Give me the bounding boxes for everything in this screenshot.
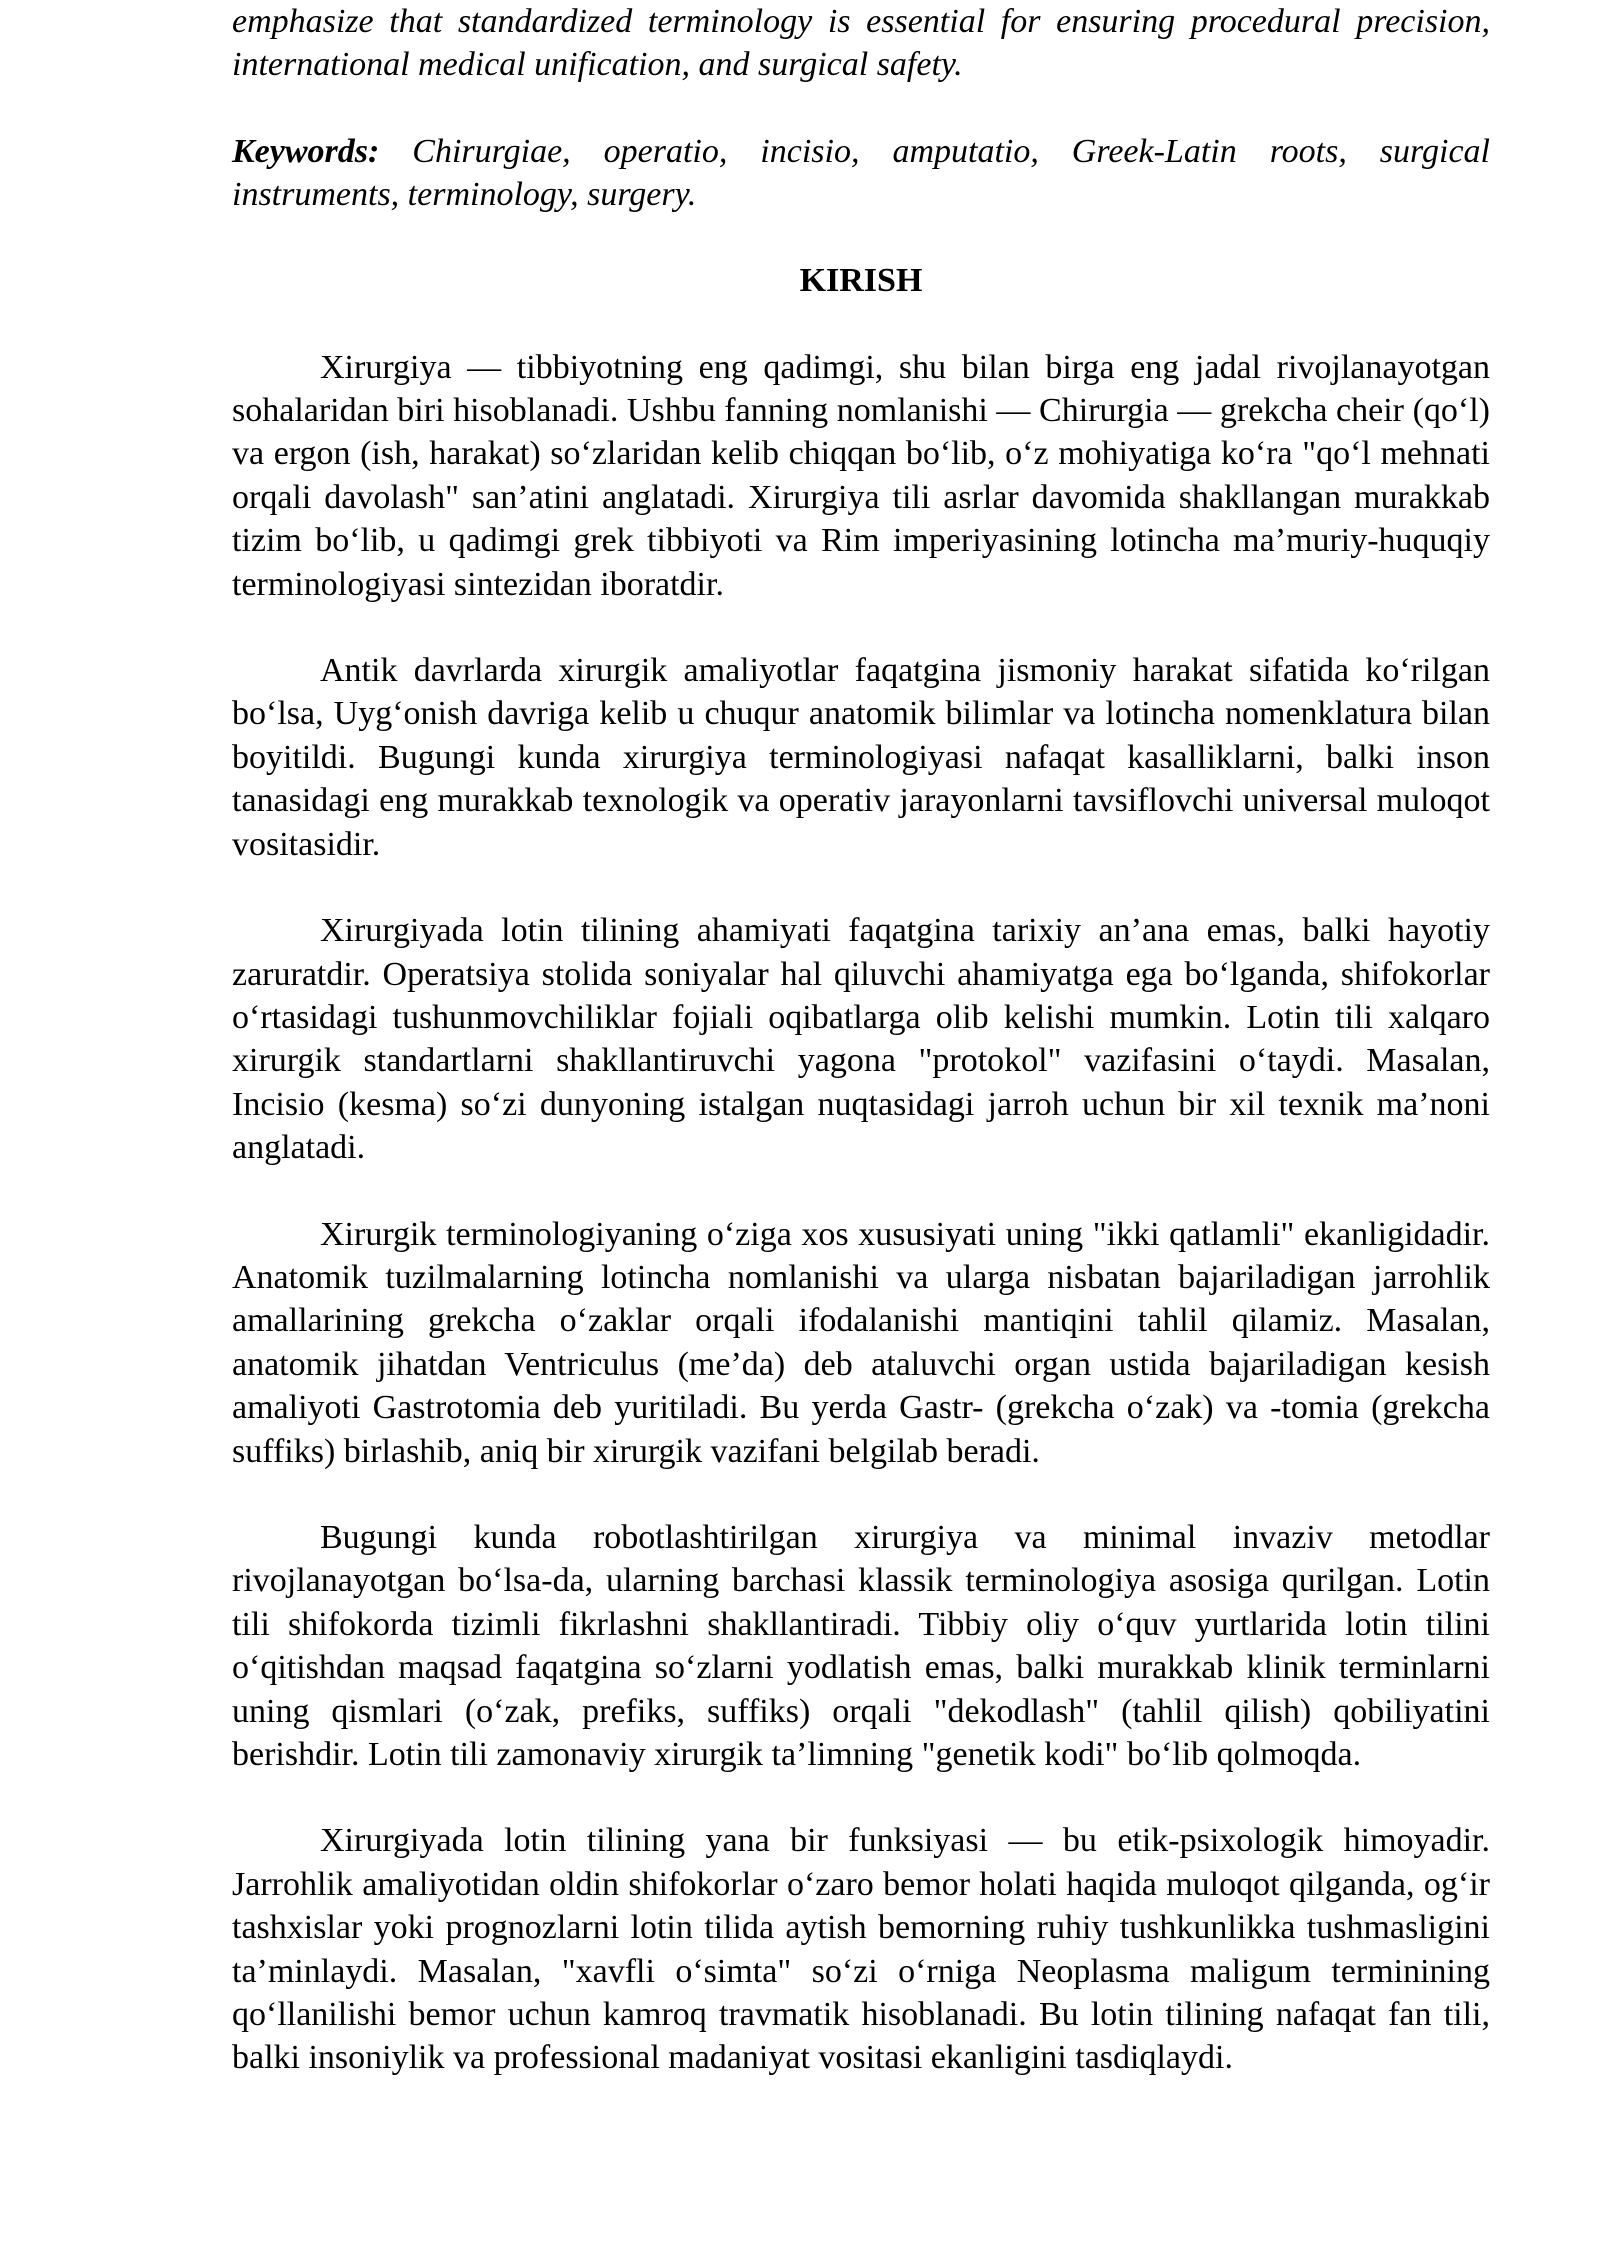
keywords-text: Chirurgiae, operatio, incisio, amputatio, Greek-Latin roots, surgical instruments, terminology, surgery. bbox=[232, 132, 1490, 214]
keywords-label: Keywords: bbox=[232, 132, 380, 170]
body-paragraph-5: Bugungi kunda robotlashtirilgan xirurgiya va minimal invaziv metodlar rivojlanayotgan bo‘lsa-da, ularning barchasi klassik terminologiya asosiga qurilgan. Lotin tili shifokorda tizimli fikrlashni shakllantiradi. Tibbiy oliy o‘quv yurtlarida lotin tilini o‘qitishdan maqsad faqatgina so‘zlarni yodlatish emas, balki murakkab klinik terminlarni uning qismlari (o‘zak, prefiks, suffiks) orqali "dekodlash" (tahlil qilish) qobiliyatini berishdir. Lotin tili zamonaviy xirurgik ta’limning "genetik kodi" bo‘lib qolmoqda. bbox=[232, 1518, 1490, 1773]
abstract-tail-text: emphasize that standardized terminology is essential for ensuring procedural precision, international medical unification, and surgical safety. bbox=[232, 3, 1490, 84]
section-heading: KIRISH bbox=[799, 261, 923, 299]
body-paragraph-6: Xirurgiyada lotin tilining yana bir funksiyasi — bu etik-psixologik himoyadir. Jarrohlik amaliyotidan oldin shifokorlar o‘zaro bemor holati haqida muloqot qilganda, og‘ir tashxislar yoki prognozlarni lotin tilida aytish bemorning ruhiy tushkunlikka tushmasligini ta’minlaydi. Masalan, "xavfli o‘simta" so‘zi o‘rniga Neoplasma maligum terminining qo‘llanilishi bemor uchun kamroq travmatik hisoblanadi. Bu lotin tilining nafaqat fan tili, balki insoniylik va professional madaniyat vositasi ekanligini tasdiqlaydi. bbox=[232, 1822, 1490, 2077]
keywords-line bbox=[232, 130, 1490, 217]
body-paragraph-4: Xirurgik terminologiyaning o‘ziga xos xususiyati uning "ikki qatlamli" ekanligidadir. Anatomik tuzilmalarning lotincha nomlanishi va ularga nisbatan bajariladigan jarrohlik amallarining grekcha o‘zaklar orqali ifodalanishi mantiqini tahlil qilamiz. Masalan, anatomik jihatdan Ventriculus (me’da) deb ataluvchi organ ustida bajariladigan kesish amaliyoti Gastrotomia deb yuritiladi. Bu yerda Gastr- (grekcha o‘zak) va -tomia (grekcha suffiks) birlashib, aniq bir xirurgik vazifani belgilab beradi. bbox=[232, 1215, 1490, 1470]
body-paragraph-1: Xirurgiya — tibbiyotning eng qadimgi, shu bilan birga eng jadal rivojlanayotgan sohalaridan biri hisoblanadi. Ushbu fanning nomlanishi — Chirurgia — grekcha cheir (qo‘l) va ergon (ish, harakat) so‘zlaridan kelib chiqqan bo‘lib, o‘z mohiyatiga ko‘ra "qo‘l mehnati orqali davolash" san’atini anglatadi. Xirurgiya tili asrlar davomida shakllangan murakkab tizim bo‘lib, u qadimgi grek tibbiyoti va Rim imperiyasining lotincha ma’muriy-huquqiy terminologiyasi sintezidan iboratdir. bbox=[232, 348, 1490, 603]
body-paragraph-2: Antik davrlarda xirurgik amaliyotlar faqatgina jismoniy harakat sifatida ko‘rilgan bo‘lsa, Uyg‘onish davriga kelib u chuqur anatomik bilimlar va lotincha nomenklatura bilan boyitildi. Bugungi kunda xirurgiya terminologiyasi nafaqat kasalliklarni, balki inson tanasidagi eng murakkab texnologik va operativ jarayonlarni tavsiflovchi universal muloqot vositasidir. bbox=[232, 652, 1490, 863]
document-page bbox=[232, 0, 1490, 2080]
body-paragraph-3: Xirurgiyada lotin tilining ahamiyati faqatgina tarixiy an’ana emas, balki hayotiy zaruratdir. Operatsiya stolida soniyalar hal qiluvchi ahamiyatga ega bo‘lganda, shifokorlar o‘rtasidagi tushunmovchiliklar fojiali oqibatlarga olib kelishi mumkin. Lotin tili xalqaro xirurgik standartlarni shakllantiruvchi yagona "protokol" vazifasini o‘taydi. Masalan, Incisio (kesma) so‘zi dunyoning istalgan nuqtasidagi jarroh uchun bir xil texnik ma’noni anglatadi. bbox=[232, 912, 1490, 1167]
